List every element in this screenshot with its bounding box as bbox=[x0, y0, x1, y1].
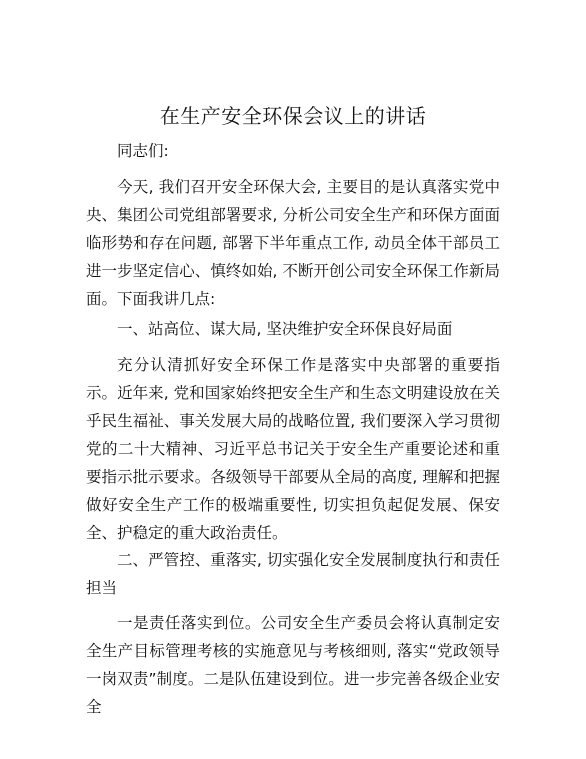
document-title: 在生产安全环保会议上的讲话 bbox=[159, 104, 427, 128]
salutation: 同志们: bbox=[117, 142, 169, 160]
section-heading-1: 一、站高位、谋大局, 坚决维护安全环保良好局面 bbox=[117, 320, 453, 338]
paragraph-section-2: 一是责任落实到位。公司安全生产委员会将认真制定安全生产目标管理考核的实施意见与考核细则, 落实“党政领导一岗双责”制度。二是队伍建设到位。进一步完善各级企业安全 bbox=[86, 614, 500, 716]
paragraph-section-1: 充分认清抓好安全环保工作是落实中央部署的重要指示。近年来, 党和国家始终把安全生产和生态文明建设放在关乎民生福祉、事关发展大局的战略位置, 我们要深入学习贯彻党的二十大精神、习近平总书记关于安全生产重要论述和重要指示批示要求。各级领导干部要从全局的高度, 理解和把握做好安全生产工作的极端重要性, 切实担负起促发展、保安全、护稳定的重大政治责任。 bbox=[86, 356, 500, 542]
section-heading-2: 二、严管控、重落实, 切实强化安全发展制度执行和责任担当 bbox=[86, 551, 500, 597]
paragraph-intro: 今天, 我们召开安全环保大会, 主要目的是认真落实党中央、集团公司党组部署要求, 分析公司安全生产和环保方面面临形势和存在问题, 部署下半年重点工作, 动员全体干部员工进一步坚定信心、慎终如始, 不断开创公司安全环保工作新局面。下面我讲几点: bbox=[86, 178, 500, 308]
